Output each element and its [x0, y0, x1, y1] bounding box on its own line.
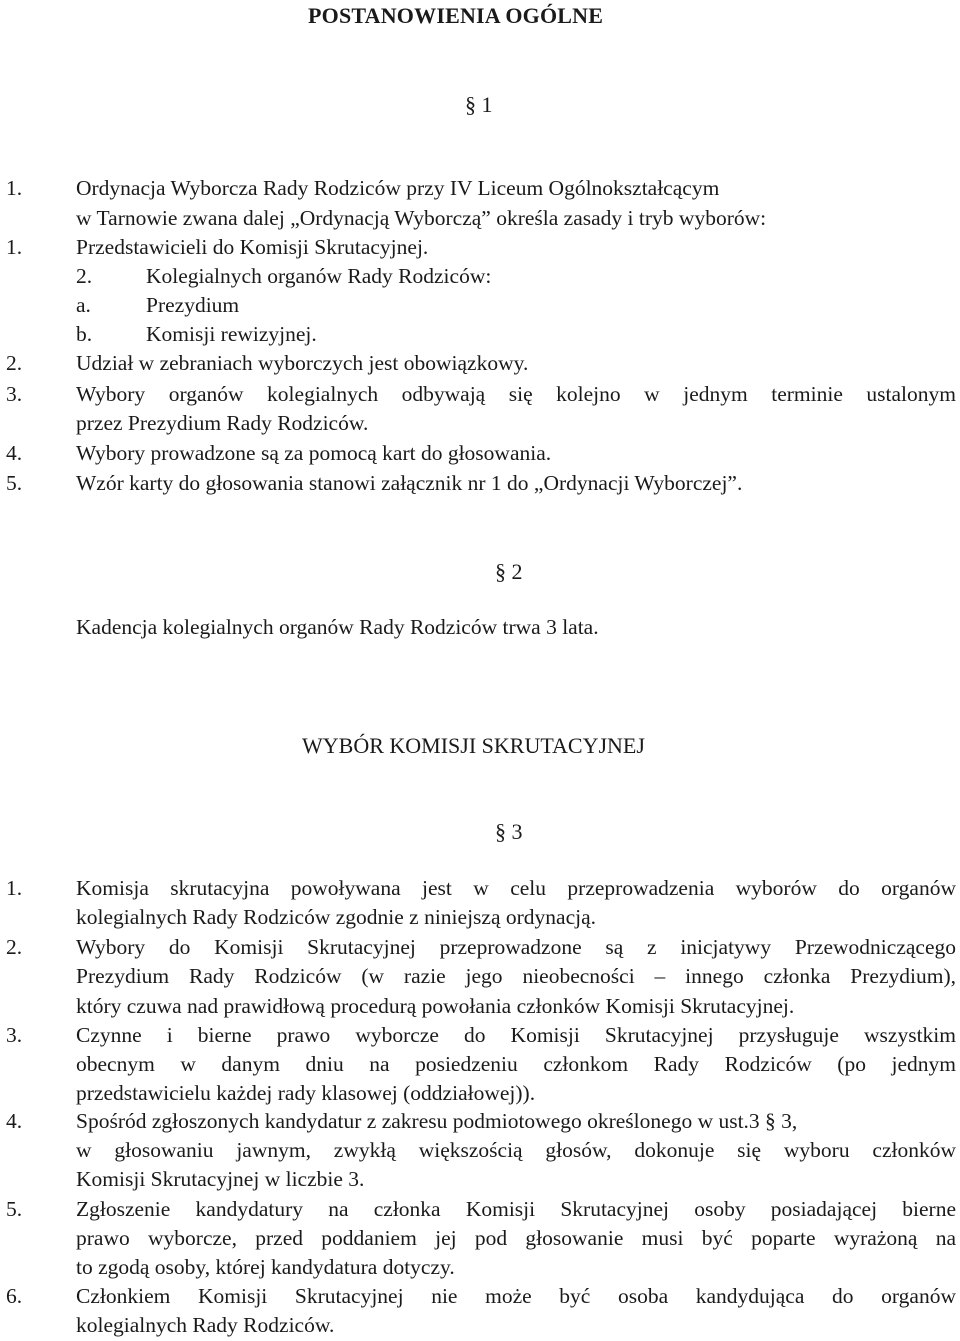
paragraph-line: Komisji Skrutacyjnej w liczbie 3. [76, 1167, 365, 1191]
paragraph-line: to zgodą osoby, której kandydatura dotyczy. [76, 1255, 455, 1279]
paragraph-line: przez Prezydium Rady Rodziców. [76, 411, 369, 435]
paragraph-line: w Tarnowie zwana dalej „Ordynacją Wyborczą” określa zasady i tryb wyborów: [76, 206, 767, 230]
item-number: 2. [6, 935, 23, 959]
section-heading: WYBÓR KOMISJI SKRUTACYJNEJ [302, 733, 645, 758]
paragraph-line: Wybory prowadzone są za pomocą kart do głosowania. [76, 441, 552, 465]
section-2-label: § 2 [495, 559, 523, 584]
paragraph-line-justified: w głosowaniu jawnym, zwykłą większością głosów, dokonuje się wyboru członków [76, 1138, 956, 1162]
item-number: 4. [6, 1109, 23, 1133]
paragraph-line-justified: Zgłoszenie kandydatury na członka Komisji Skrutacyjnej osoby posiadającej bierne [76, 1197, 956, 1221]
sub-item-number: 2. [76, 264, 93, 288]
paragraph-line: kolegialnych Rady Rodziców zgodnie z niniejszą ordynacją. [76, 905, 597, 929]
paragraph-line-justified: Komisja skrutacyjna powoływana jest w celu przeprowadzenia wyborów do organów [76, 876, 956, 900]
list-letter: b. [76, 322, 93, 346]
paragraph-line: Spośród zgłoszonych kandydatur z zakresu podmiotowego określonego w ust.3 § 3, [76, 1109, 798, 1133]
list-item-text: Prezydium [146, 293, 240, 317]
item-number: 3. [6, 1023, 23, 1047]
paragraph-line-justified: Wybory do Komisji Skrutacyjnej przeprowadzone są z inicjatywy Przewodniczącego [76, 935, 956, 959]
paragraph-line: przedstawicielu każdej rady klasowej (oddziałowej)). [76, 1081, 536, 1105]
paragraph-line: Ordynacja Wyborcza Rady Rodziców przy IV Liceum Ogólnokształcącym [76, 176, 720, 200]
item-number: 1. [6, 176, 23, 200]
item-number: 5. [6, 1197, 23, 1221]
page-title: POSTANOWIENIA OGÓLNE [308, 3, 604, 28]
sub-item-text: Przedstawicieli do Komisji Skrutacyjnej. [76, 235, 429, 259]
paragraph-line-justified: Czynne i bierne prawo wyborcze do Komisji Skrutacyjnej przysługuje wszystkim [76, 1023, 956, 1047]
item-number: 4. [6, 441, 23, 465]
paragraph-line: kolegialnych Rady Rodziców. [76, 1313, 335, 1337]
item-number: 3. [6, 382, 23, 406]
sub-item-text: Kolegialnych organów Rady Rodziców: [146, 264, 492, 288]
list-item-text: Komisji rewizyjnej. [146, 322, 317, 346]
paragraph-line-justified: Wybory organów kolegialnych odbywają się kolejno w jednym terminie ustalonym [76, 382, 956, 406]
section-3-label: § 3 [495, 819, 523, 844]
paragraph-line-justified: Członkiem Komisji Skrutacyjnej nie może być osoba kandydująca do organów [76, 1284, 956, 1308]
list-letter: a. [76, 293, 91, 317]
paragraph-line: Wzór karty do głosowania stanowi załącznik nr 1 do „Ordynacji Wyborczej”. [76, 471, 743, 495]
paragraph-line: który czuwa nad prawidłową procedurą powołania członków Komisji Skrutacyjnej. [76, 994, 795, 1018]
item-number: 2. [6, 351, 23, 375]
sub-item-number: 1. [6, 235, 23, 259]
paragraph-line-justified: Prezydium Rady Rodziców (w razie jego nieobecności – innego członka Prezydium), [76, 964, 956, 988]
section-1-label: § 1 [465, 92, 493, 117]
item-number: 5. [6, 471, 23, 495]
paragraph-line: Kadencja kolegialnych organów Rady Rodziców trwa 3 lata. [76, 615, 599, 639]
paragraph-line: Udział w zebraniach wyborczych jest obowiązkowy. [76, 351, 529, 375]
paragraph-line-justified: prawo wyborcze, przed poddaniem jej pod głosowanie musi być poparte wyrażoną na [76, 1226, 956, 1250]
paragraph-line-justified: obecnym w danym dniu na posiedzeniu członkom Rady Rodziców (po jednym [76, 1052, 956, 1076]
item-number: 6. [6, 1284, 23, 1308]
item-number: 1. [6, 876, 23, 900]
